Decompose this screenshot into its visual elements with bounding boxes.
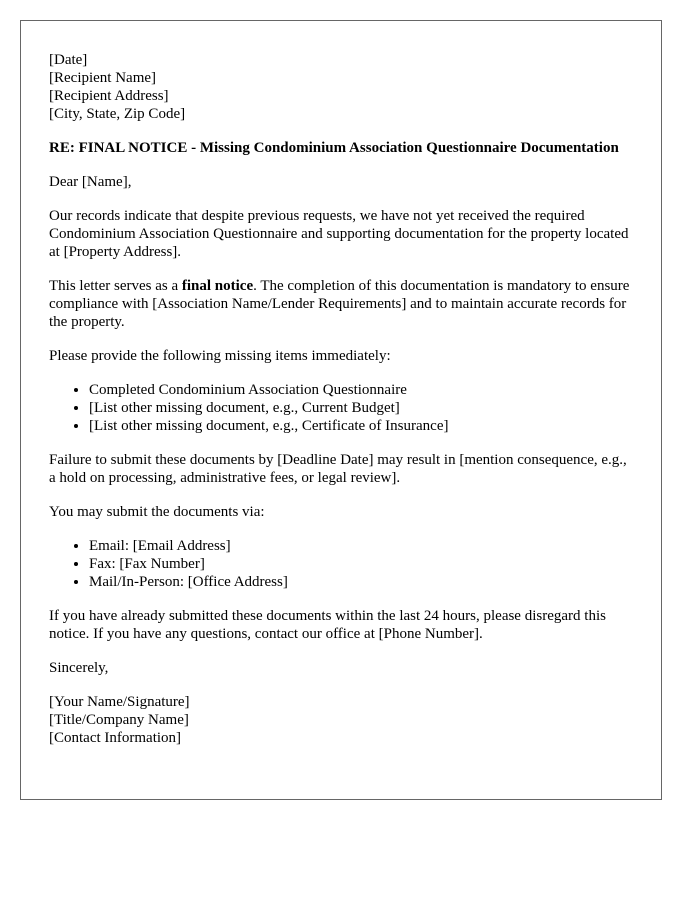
paragraph-provide-items: Please provide the following missing items immediately: xyxy=(49,348,391,364)
final-notice-text-after: . The completion of this documentation is mandatory to ensure compliance with [Association Name/Lender Requirements] and to maintain accurate records for the property. xyxy=(49,278,630,330)
list-item: • Fax: [Fax Number] xyxy=(89,555,633,573)
signature-title: [Title/Company Name] xyxy=(49,712,189,728)
letter-document xyxy=(20,20,662,800)
recipient-name: [Recipient Name] xyxy=(49,70,157,86)
recipient-city-state-zip: [City, State, Zip Code] xyxy=(49,106,186,122)
missing-items-list xyxy=(49,381,633,435)
paragraph-submit-via: You may submit the documents via: xyxy=(49,504,265,520)
closing: Sincerely, xyxy=(49,660,109,676)
paragraph-already-submitted: If you have already submitted these documents within the last 24 hours, please disregard this notice. If you have any questions, contact our office at [Phone Number]. xyxy=(49,608,606,642)
subject-line: RE: FINAL NOTICE - Missing Condominium Association Questionnaire Documentation xyxy=(49,140,619,156)
signature-name: [Your Name/Signature] xyxy=(49,694,190,710)
list-item: • Completed Condominium Association Questionnaire xyxy=(89,381,633,399)
list-item: • [List other missing document, e.g., Current Budget] xyxy=(89,399,633,417)
signature-block xyxy=(49,693,633,747)
list-item: • [List other missing document, e.g., Certificate of Insurance] xyxy=(89,417,633,435)
paragraph-records: Our records indicate that despite previous requests, we have not yet received the required Condominium Association Questionnaire and supporting documentation for the property located at [Property Address]. xyxy=(49,208,629,260)
final-notice-emphasis: final notice xyxy=(181,278,254,294)
list-item: • Mail/In-Person: [Office Address] xyxy=(89,573,633,591)
signature-contact: [Contact Information] xyxy=(49,730,182,746)
list-item: • Email: [Email Address] xyxy=(89,537,633,555)
paragraph-final-notice xyxy=(49,277,633,331)
letter-date: [Date] xyxy=(49,52,88,68)
paragraph-failure-consequence: Failure to submit these documents by [Deadline Date] may result in [mention consequence, e.g., a hold on processing, administrative fees, or legal review]. xyxy=(49,452,627,486)
recipient-address: [Recipient Address] xyxy=(49,88,169,104)
submit-methods-list xyxy=(49,537,633,591)
final-notice-text-before: This letter serves as a xyxy=(49,278,182,294)
salutation: Dear [Name], xyxy=(49,174,132,190)
recipient-block xyxy=(49,51,633,123)
